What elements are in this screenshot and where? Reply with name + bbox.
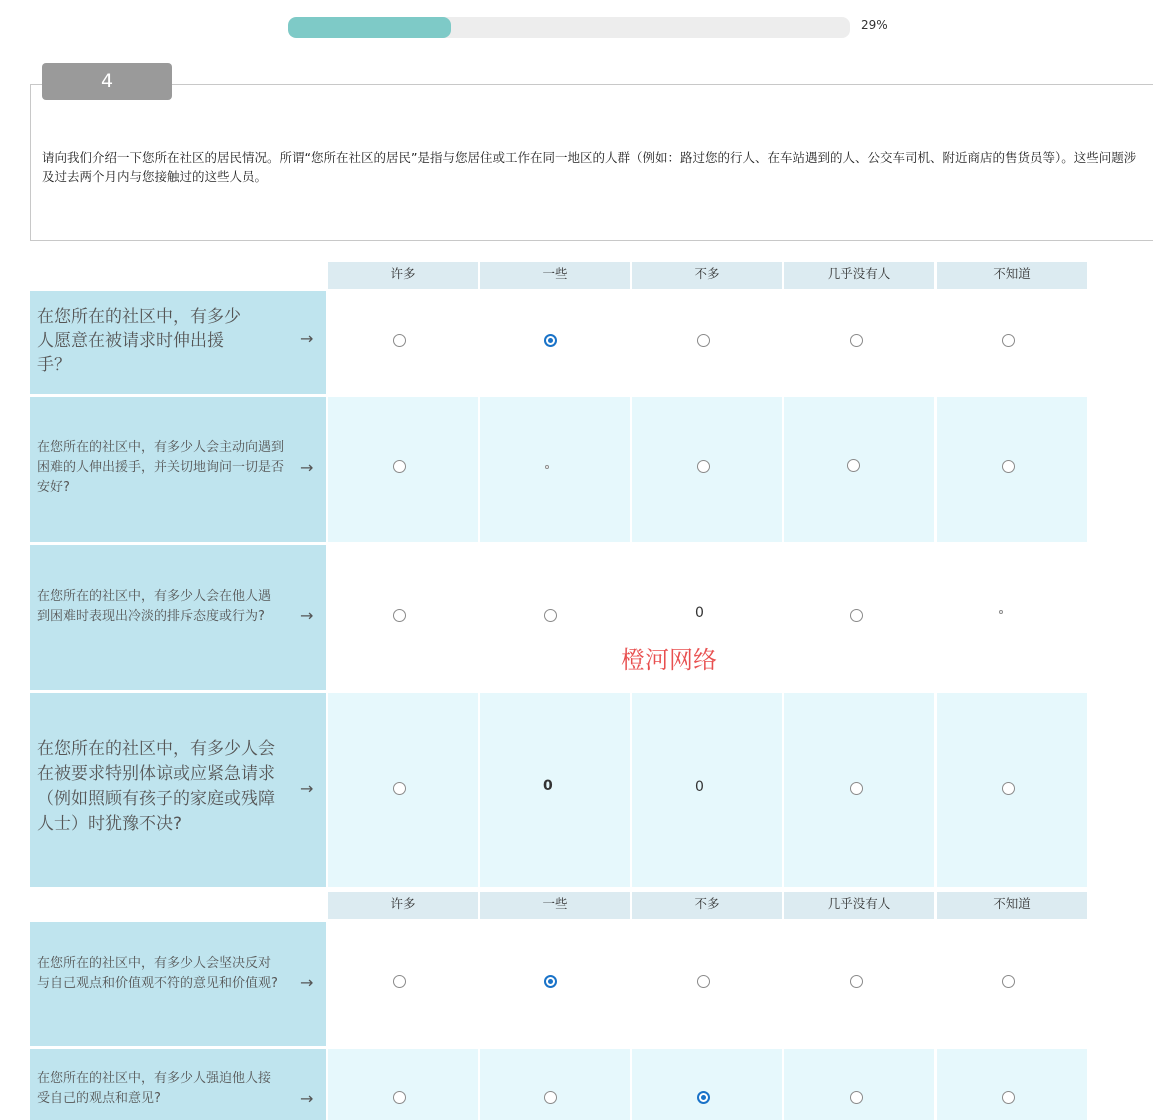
r5-option-few[interactable] bbox=[697, 975, 710, 988]
progress-bar bbox=[288, 17, 850, 38]
r1-option-few[interactable] bbox=[697, 334, 710, 347]
r6-option-dont-know[interactable] bbox=[1002, 1091, 1015, 1104]
r3-option-many[interactable] bbox=[393, 609, 406, 622]
col-header-some: 一些 bbox=[480, 262, 630, 289]
r5-option-many[interactable] bbox=[393, 975, 406, 988]
col-header-dont-know-repeat: 不知道 bbox=[937, 892, 1087, 919]
r6-option-almost-none[interactable] bbox=[850, 1091, 863, 1104]
r4-option-some[interactable]: 0 bbox=[543, 778, 553, 794]
question-intro: 请向我们介绍一下您所在社区的居民情况。所谓“您所在社区的居民”是指与您居住或工作在同一地区的人群（例如：路过您的行人、在车站遇到的人、公交车司机、附近商店的售货员等）。这些问题涉及过去两个月内与您接触过的这些人员。 bbox=[42, 150, 1137, 184]
col-header-many: 许多 bbox=[328, 262, 478, 289]
arrow-icon: → bbox=[300, 329, 314, 348]
arrow-icon: → bbox=[300, 973, 314, 992]
row4-cell-some bbox=[480, 693, 630, 887]
arrow-icon: → bbox=[300, 1089, 314, 1108]
r1-option-many[interactable] bbox=[393, 334, 406, 347]
col-header-some-repeat: 一些 bbox=[480, 892, 630, 919]
r6-option-few[interactable] bbox=[697, 1091, 710, 1104]
r3-option-almost-none[interactable] bbox=[850, 609, 863, 622]
row6-cell-dont-know bbox=[937, 1049, 1087, 1120]
r5-option-some[interactable] bbox=[544, 975, 557, 988]
r1-option-some[interactable] bbox=[544, 334, 557, 347]
row6-cell-almost-none bbox=[784, 1049, 934, 1120]
row4-cell-few bbox=[632, 693, 782, 887]
col-header-many-repeat: 许多 bbox=[328, 892, 478, 919]
arrow-icon: → bbox=[300, 779, 314, 798]
r3-option-few[interactable]: 0 bbox=[695, 605, 704, 621]
r1-option-almost-none[interactable] bbox=[850, 334, 863, 347]
r6-option-many[interactable] bbox=[393, 1091, 406, 1104]
question-number: 4 bbox=[42, 63, 172, 100]
r2-option-some[interactable] bbox=[545, 465, 549, 469]
row-label-4: 在您所在的社区中，有多少人会在被要求特别体谅或应紧急请求（例如照顾有孩子的家庭或残障人士）时犹豫不决? → bbox=[30, 693, 326, 887]
r2-option-many[interactable] bbox=[393, 460, 406, 473]
r3-option-some[interactable] bbox=[544, 609, 557, 622]
r4-option-many[interactable] bbox=[393, 782, 406, 795]
r2-option-almost-none[interactable] bbox=[847, 459, 860, 472]
row-label-3: 在您所在的社区中，有多少人会在他人遇到困难时表现出冷淡的排斥态度或行为? → bbox=[30, 545, 326, 690]
col-header-few: 不多 bbox=[632, 262, 782, 289]
row-label-5: 在您所在的社区中，有多少人会坚决反对与自己观点和价值观不符的意见和价值观? → bbox=[30, 922, 326, 1046]
r3-option-dont-know[interactable] bbox=[999, 610, 1003, 614]
row6-cell-many bbox=[328, 1049, 478, 1120]
r4-option-few[interactable]: 0 bbox=[695, 779, 704, 795]
progress-fill bbox=[288, 17, 451, 38]
r5-option-almost-none[interactable] bbox=[850, 975, 863, 988]
r5-option-dont-know[interactable] bbox=[1002, 975, 1015, 988]
watermark: 橙河网络 bbox=[621, 646, 717, 674]
row-label-2: 在您所在的社区中，有多少人会主动向遇到困难的人伸出援手，并关切地询问一切是否安好? → bbox=[30, 397, 326, 542]
col-header-few-repeat: 不多 bbox=[632, 892, 782, 919]
progress-label: 29% bbox=[861, 18, 888, 32]
row-label-1: 在您所在的社区中，有多少人愿意在被请求时伸出援手？ → bbox=[30, 291, 326, 394]
col-header-dont-know: 不知道 bbox=[937, 262, 1087, 289]
r2-option-few[interactable] bbox=[697, 460, 710, 473]
col-header-almost-none-repeat: 几乎没有人 bbox=[784, 892, 934, 919]
r1-option-dont-know[interactable] bbox=[1002, 334, 1015, 347]
row-label-6: 在您所在的社区中，有多少人强迫他人接受自己的观点和意见? → bbox=[30, 1049, 326, 1120]
arrow-icon: → bbox=[300, 606, 314, 625]
r2-option-dont-know[interactable] bbox=[1002, 460, 1015, 473]
r4-option-dont-know[interactable] bbox=[1002, 782, 1015, 795]
r6-option-some[interactable] bbox=[544, 1091, 557, 1104]
row2-cell-almost-none bbox=[784, 397, 934, 542]
col-header-almost-none: 几乎没有人 bbox=[784, 262, 934, 289]
row2-cell-some bbox=[480, 397, 630, 542]
row6-cell-few bbox=[632, 1049, 782, 1120]
row6-cell-some bbox=[480, 1049, 630, 1120]
arrow-icon: → bbox=[300, 458, 314, 477]
r4-option-almost-none[interactable] bbox=[850, 782, 863, 795]
